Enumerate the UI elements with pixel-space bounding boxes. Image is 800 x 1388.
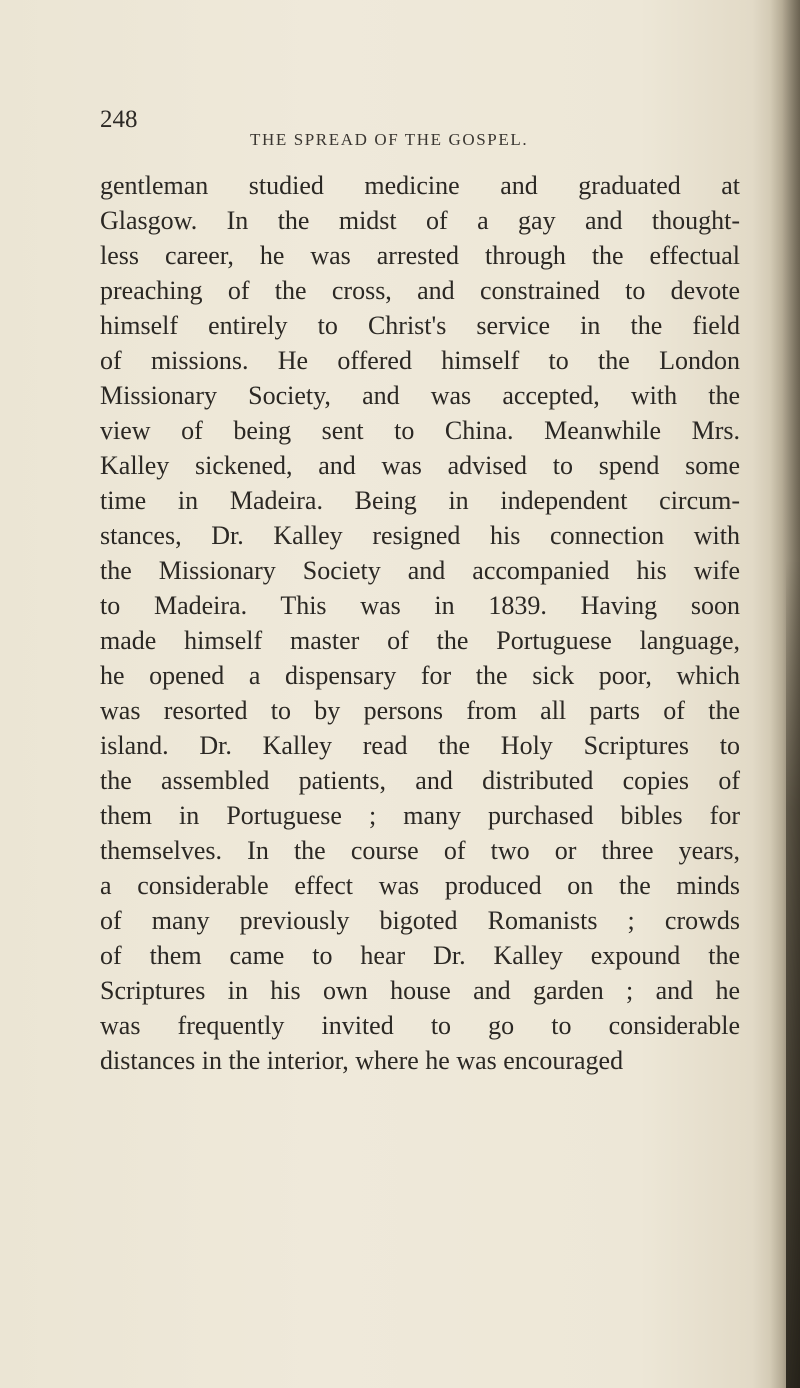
page-edge-dark	[786, 560, 800, 1388]
text-line: of missions. He offered himself to the London	[100, 346, 740, 375]
text-line: them in Portuguese ; many purchased bibles for	[100, 801, 740, 830]
page-header	[100, 106, 720, 149]
text-line: was resorted to by persons from all parts of the	[100, 696, 740, 725]
text-line: himself entirely to Christ's service in the field	[100, 311, 740, 340]
text-line: themselves. In the course of two or three years,	[100, 836, 740, 865]
text-line: time in Madeira. Being in independent circum-	[100, 486, 740, 515]
text-line: he opened a dispensary for the sick poor, which	[100, 661, 740, 690]
text-line: distances in the interior, where he was encouraged	[100, 1046, 624, 1075]
page-number: 248	[100, 106, 138, 133]
text-line: made himself master of the Portuguese language,	[100, 626, 740, 655]
text-line: less career, he was arrested through the effectual	[100, 241, 740, 270]
text-line: a considerable effect was produced on the minds	[100, 871, 740, 900]
text-line: was frequently invited to go to considerable	[100, 1011, 740, 1040]
text-line: the Missionary Society and accompanied his wife	[100, 556, 740, 585]
text-line: gentleman studied medicine and graduated at	[100, 171, 740, 200]
text-line: stances, Dr. Kalley resigned his connection with	[100, 521, 740, 550]
text-line: Missionary Society, and was accepted, with the	[100, 381, 740, 410]
text-line: Glasgow. In the midst of a gay and thought-	[100, 206, 740, 235]
text-line: of them came to hear Dr. Kalley expound the	[100, 941, 740, 970]
running-head: THE SPREAD OF THE GOSPEL.	[250, 130, 529, 149]
text-line: Kalley sickened, and was advised to spend some	[100, 451, 740, 480]
text-line: island. Dr. Kalley read the Holy Scriptures to	[100, 731, 740, 760]
body-text	[100, 168, 740, 1078]
text-line: to Madeira. This was in 1839. Having soon	[100, 591, 740, 620]
text-line: preaching of the cross, and constrained to devote	[100, 276, 740, 305]
text-line: the assembled patients, and distributed copies of	[100, 766, 740, 795]
text-line: view of being sent to China. Meanwhile Mrs.	[100, 416, 740, 445]
text-line: of many previously bigoted Romanists ; crowds	[100, 906, 740, 935]
text-line: Scriptures in his own house and garden ; and he	[100, 976, 740, 1005]
